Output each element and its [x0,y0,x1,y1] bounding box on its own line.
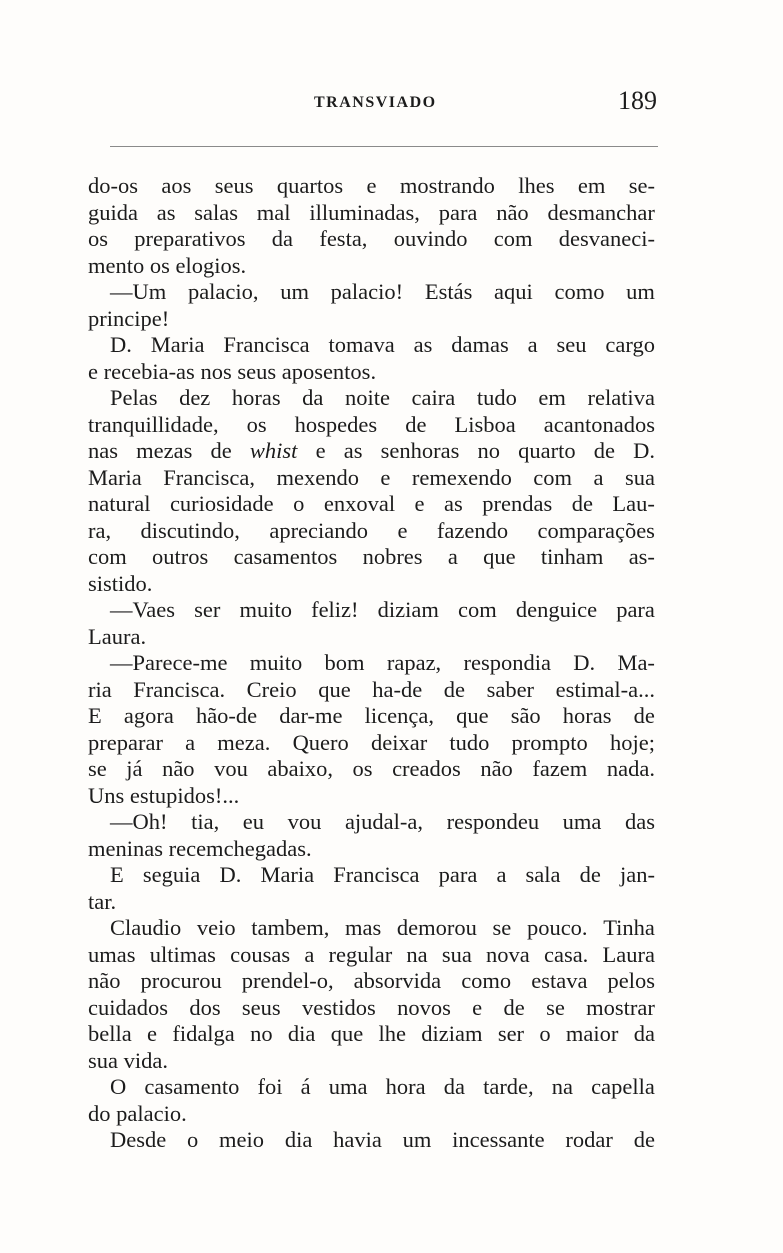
text-line: cuidados dos seus vestidos novos e de se mostrar [88,994,655,1020]
text-line: se já não vou abaixo, os creados não fazem nada. [88,756,655,781]
text-line: —Parece-me muito bom rapaz, respondia D. Ma- [110,650,655,675]
body-text [88,173,655,1154]
text-line: bella e fidalga no dia que lhe diziam ser o maior da [88,1021,655,1046]
text-line: —Vaes ser muito feliz! diziam com denguice para [110,597,655,622]
text-line: guida as salas mal illuminadas, para não desmanchar [88,199,655,225]
text-line: ra, discutindo, apreciando e fazendo comparações [88,517,655,543]
text-line: do palacio. [88,1100,187,1126]
text-line: tar. [88,888,117,914]
text-line: tranquillidade, os hospedes de Lisboa acantonados [88,411,655,437]
text-line: sua vida. [88,1047,168,1073]
text-line: Laura. [88,623,147,649]
text-line: umas ultimas cousas a regular na sua nova casa. Laura [88,941,655,967]
text-line: do-os aos seus quartos e mostrando lhes em se- [88,173,655,198]
text-line: os preparativos da festa, ouvindo com desvaneci- [88,226,655,251]
text-line: O casamento foi á uma hora da tarde, na capella [110,1074,655,1099]
text-line: não procurou prendel-o, absorvida como estava pelos [88,968,655,993]
text-line: ria Francisca. Creio que ha-de de saber estimal-a... [88,676,655,702]
text-line: D. Maria Francisca tomava as damas a seu cargo [110,332,655,357]
text-line: meninas recemchegadas. [88,835,312,861]
text-line: natural curiosidade o enxoval e as prendas de Lau- [88,491,655,516]
text-line: Maria Francisca, mexendo e remexendo com a sua [88,464,655,490]
running-title: TRANSVIADO [314,94,437,111]
text-line: E agora hão-de dar-me licença, que são horas de [88,703,655,728]
text-line: Pelas dez horas da noite caira tudo em relativa [110,385,655,410]
text-line: principe! [88,305,170,331]
text-line: —Um palacio, um palacio! Estás aqui como um [110,279,655,304]
text-line: com outros casamentos nobres a que tinham as- [88,544,655,569]
header-rule [110,146,658,147]
text-line: E seguia D. Maria Francisca para a sala de jan- [110,862,655,887]
text-line: nas mezas de whist e as senhoras no quarto de D. [88,438,655,463]
text-line: —Oh! tia, eu vou ajudal-a, respondeu uma das [110,809,655,834]
text-line: mento os elogios. [88,252,247,278]
text-line: Claudio veio tambem, mas demorou se pouco. Tinha [110,915,655,940]
text-line: Desde o meio dia havia um incessante rodar de [110,1127,655,1152]
text-line: e recebia-as nos seus aposentos. [88,358,377,384]
text-line: preparar a meza. Quero deixar tudo prompto hoje; [88,729,655,755]
page-number: 189 [618,86,657,115]
page-header [84,88,657,122]
text-line: sistido. [88,570,153,596]
text-line: Uns estupidos!... [88,782,240,808]
